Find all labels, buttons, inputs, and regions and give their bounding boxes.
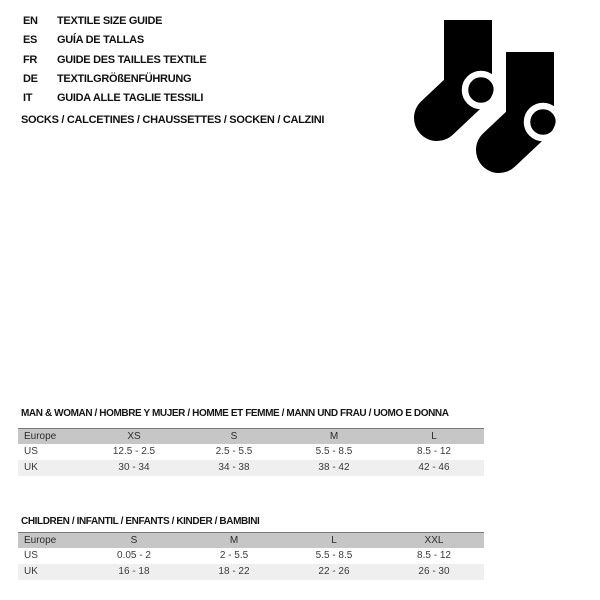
size-cell: 2.5 - 5.5: [215, 446, 253, 457]
table-row: [18, 460, 484, 476]
language-code: ES: [23, 34, 38, 47]
language-list: [23, 12, 206, 108]
language-label: TEXTILE SIZE GUIDE: [57, 15, 163, 27]
language-row-de: [23, 70, 206, 89]
column-header: S: [130, 535, 138, 546]
column-header: S: [230, 431, 238, 442]
column-header: L: [431, 431, 437, 442]
column-header: Europe: [24, 431, 57, 442]
size-cell: 12.5 - 2.5: [112, 446, 156, 457]
table-title-children: CHILDREN / INFANTIL / ENFANTS / KINDER / BAMBINI: [21, 516, 260, 527]
socks-icon: [400, 0, 600, 200]
size-cell: 22 - 26: [318, 566, 350, 577]
column-header: XS: [127, 431, 141, 442]
size-cell: 16 - 18: [118, 566, 150, 577]
sock-back: [437, 20, 497, 118]
size-table-adults: [18, 428, 484, 476]
size-cell: 5.5 - 8.5: [315, 446, 353, 457]
column-header: XXL: [424, 535, 444, 546]
language-code: IT: [23, 92, 33, 105]
table-row: [18, 548, 484, 564]
table-header-row: [18, 428, 484, 444]
size-cell: 26 - 30: [418, 566, 450, 577]
column-header: M: [229, 535, 239, 546]
size-cell: 0.05 - 2: [117, 550, 151, 561]
size-cell: 42 - 46: [418, 462, 450, 473]
table-row: [18, 444, 484, 460]
row-label: UK: [24, 462, 38, 473]
language-label: TEXTILGRÖßENFÜHRUNG: [57, 72, 192, 85]
language-code: DE: [23, 72, 38, 85]
size-cell: 5.5 - 8.5: [315, 550, 353, 561]
row-label: UK: [24, 566, 38, 577]
language-row-fr: [23, 51, 206, 70]
size-cell: 38 - 42: [318, 462, 350, 473]
language-label: GUIDE DES TAILLES TEXTILE: [57, 53, 207, 66]
category-title: SOCKS / CALCETINES / CHAUSSETTES / SOCKEN / CALZINI: [21, 114, 325, 126]
table-header-row: [18, 532, 484, 548]
table-row: [18, 564, 484, 580]
size-cell: 8.5 - 12: [417, 446, 451, 457]
sock-front: [499, 52, 559, 150]
language-row-it: [23, 89, 206, 108]
size-table-children: [18, 532, 484, 580]
language-label: GUÍA DE TALLAS: [57, 34, 144, 47]
column-header: L: [331, 535, 337, 546]
column-header: Europe: [24, 535, 57, 546]
language-row-es: [23, 31, 206, 50]
row-label: US: [24, 446, 38, 457]
language-code: FR: [23, 53, 38, 66]
row-label: US: [24, 550, 38, 561]
language-label: GUIDA ALLE TAGLIE TESSILI: [57, 92, 204, 105]
table-title-adults: MAN & WOMAN / HOMBRE Y MUJER / HOMME ET FEMME / MANN UND FRAU / UOMO E DONNA: [21, 408, 449, 419]
column-header: M: [329, 431, 339, 442]
language-code: EN: [23, 15, 38, 27]
size-cell: 2 - 5.5: [219, 550, 249, 561]
size-cell: 8.5 - 12: [417, 550, 451, 561]
size-cell: 34 - 38: [218, 462, 250, 473]
size-cell: 30 - 34: [118, 462, 150, 473]
size-cell: 18 - 22: [218, 566, 250, 577]
language-row-en: [23, 12, 206, 31]
